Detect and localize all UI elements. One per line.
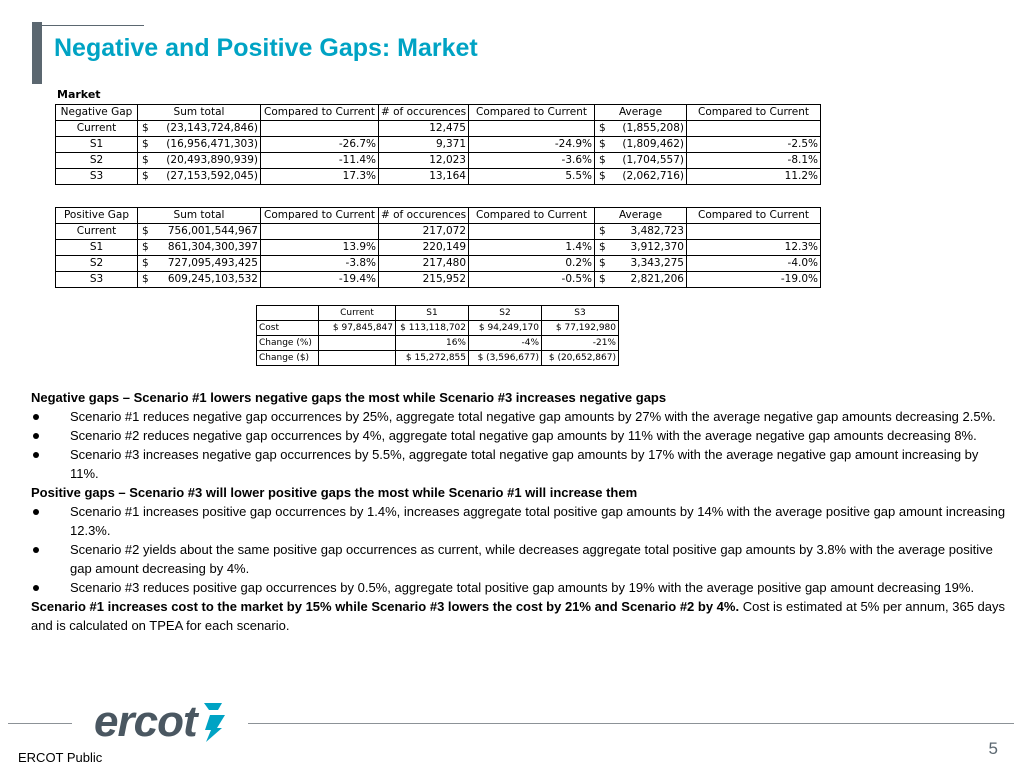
sum-total-value: 609,245,103,532	[167, 273, 258, 285]
currency-symbol: $	[599, 154, 606, 166]
bullet-item	[31, 407, 1006, 426]
average-cell	[595, 137, 687, 153]
average-cell	[595, 121, 687, 137]
bullet-icon	[33, 414, 39, 420]
currency-symbol: $	[142, 225, 149, 237]
sum-total-value: 727,095,493,425	[167, 257, 258, 269]
positive-table-header-row	[56, 208, 821, 224]
cost-cell	[319, 336, 396, 351]
sum-total-value: (20,493,890,939)	[166, 154, 258, 166]
row-label: S3	[56, 169, 138, 185]
cost-table-body	[257, 321, 619, 366]
occurrences-compared-cell: 1.4%	[469, 240, 595, 256]
occurrences-compared-cell	[469, 224, 595, 240]
bullet-item	[31, 578, 1006, 597]
average-cell	[595, 169, 687, 185]
occurrences-compared-cell	[469, 121, 595, 137]
table-row	[56, 153, 821, 169]
cost-cell	[319, 351, 396, 366]
bullet-item	[31, 445, 1006, 483]
column-header: Negative Gap	[56, 105, 138, 121]
table-row	[56, 256, 821, 272]
logo-text: ercot	[94, 697, 197, 746]
cost-summary-bold: Scenario #1 increases cost to the market by 15% while Scenario #3 lowers the cost by 21% and Scenario #2 by 4%.	[31, 599, 740, 614]
cost-cell: 16%	[396, 336, 469, 351]
currency-symbol: $	[142, 257, 149, 269]
bullet-text: Scenario #1 reduces negative gap occurrences by 25%, aggregate total negative gap amounts by 27% with the average negative gap amounts decreasing 2.5%.	[70, 409, 996, 424]
currency-symbol: $	[142, 138, 149, 150]
column-header: Sum total	[138, 105, 261, 121]
occurrences-cell: 215,952	[379, 272, 469, 288]
average-cell	[595, 153, 687, 169]
column-header: Compared to Current	[469, 208, 595, 224]
currency-symbol: $	[599, 273, 606, 285]
cost-summary	[31, 597, 1006, 635]
bullet-text: Scenario #3 reduces positive gap occurrences by 0.5%, aggregate total positive gap amounts by 19% with the average positive gap amount decreasing 19%.	[70, 580, 975, 595]
average-cell	[595, 256, 687, 272]
row-label: Change ($)	[257, 351, 319, 366]
sum-total-value: (27,153,592,045)	[166, 170, 258, 182]
sum-total-cell	[138, 137, 261, 153]
column-header: Compared to Current	[261, 208, 379, 224]
column-header: # of occurences	[379, 208, 469, 224]
average-value: (2,062,716)	[622, 170, 684, 182]
footer-divider-left	[8, 723, 72, 724]
table-row	[56, 137, 821, 153]
sum-compared-cell: -26.7%	[261, 137, 379, 153]
sum-total-cell	[138, 169, 261, 185]
positive-gaps-heading: Positive gaps – Scenario #3 will lower positive gaps the most while Scenario #1 will increase them	[31, 485, 638, 500]
occurrences-cell: 13,164	[379, 169, 469, 185]
sum-total-value: 861,304,300,397	[167, 241, 258, 253]
row-label: S2	[56, 153, 138, 169]
currency-symbol: $	[599, 170, 606, 182]
cost-summary-rest: Cost is estimated at 5% per annum, 365 days and is calculated on TPEA for each scenario.	[31, 599, 1006, 633]
negative-gaps-bullets	[31, 407, 1006, 483]
footer-divider-right	[248, 723, 1014, 724]
average-cell	[595, 240, 687, 256]
occurrences-compared-cell: 0.2%	[469, 256, 595, 272]
bullet-icon	[33, 547, 39, 553]
table-row	[56, 224, 821, 240]
column-header: Compared to Current	[687, 105, 821, 121]
sum-compared-cell: -19.4%	[261, 272, 379, 288]
sum-compared-cell	[261, 121, 379, 137]
row-label: Change (%)	[257, 336, 319, 351]
bullet-item	[31, 540, 1006, 578]
bullet-item	[31, 426, 1006, 445]
section-label: Market	[57, 88, 101, 101]
occurrences-compared-cell: -3.6%	[469, 153, 595, 169]
table-row	[257, 336, 619, 351]
sum-total-value: (23,143,724,846)	[166, 122, 258, 134]
average-value: (1,809,462)	[622, 138, 684, 150]
currency-symbol: $	[599, 241, 606, 253]
average-compared-cell: 11.2%	[687, 169, 821, 185]
column-header: Compared to Current	[469, 105, 595, 121]
negative-gap-table	[55, 104, 821, 185]
average-value: (1,855,208)	[622, 122, 684, 134]
sum-total-cell	[138, 153, 261, 169]
table-row	[56, 121, 821, 137]
negative-table-header-row	[56, 105, 821, 121]
column-header: Average	[595, 208, 687, 224]
average-compared-cell: -19.0%	[687, 272, 821, 288]
summary-text	[31, 388, 1006, 635]
cost-table-header-row	[257, 306, 619, 321]
currency-symbol: $	[142, 122, 149, 134]
lightning-bolt-icon	[198, 701, 228, 743]
row-label: S1	[56, 240, 138, 256]
sum-total-value: (16,956,471,303)	[166, 138, 258, 150]
column-header: Compared to Current	[687, 208, 821, 224]
currency-symbol: $	[599, 122, 606, 134]
table-row	[56, 240, 821, 256]
sum-total-cell	[138, 240, 261, 256]
classification-label: ERCOT Public	[18, 750, 103, 765]
sum-total-value: 756,001,544,967	[167, 225, 258, 237]
occurrences-compared-cell: 5.5%	[469, 169, 595, 185]
column-header: Average	[595, 105, 687, 121]
cost-cell: $ 94,249,170	[469, 321, 542, 336]
column-header: # of occurences	[379, 105, 469, 121]
cost-cell: -4%	[469, 336, 542, 351]
cost-cell: $ 97,845,847	[319, 321, 396, 336]
positive-gap-table	[55, 207, 821, 288]
average-value: 2,821,206	[630, 273, 684, 285]
sum-total-cell	[138, 121, 261, 137]
occurrences-cell: 9,371	[379, 137, 469, 153]
currency-symbol: $	[599, 257, 606, 269]
sum-total-cell	[138, 256, 261, 272]
average-compared-cell: -2.5%	[687, 137, 821, 153]
ercot-logo	[94, 697, 197, 747]
row-label: S2	[56, 256, 138, 272]
column-header: S1	[396, 306, 469, 321]
occurrences-cell: 12,475	[379, 121, 469, 137]
bullet-text: Scenario #3 increases negative gap occurrences by 5.5%, aggregate total negative gap amounts by 17% with the average negative gap amount increasing by 11%.	[70, 447, 979, 481]
bullet-text: Scenario #2 reduces negative gap occurrences by 4%, aggregate total negative gap amounts by 11% with the average negative gap amounts decreasing 8%.	[70, 428, 977, 443]
sum-compared-cell: 17.3%	[261, 169, 379, 185]
currency-symbol: $	[599, 138, 606, 150]
column-header: S3	[542, 306, 619, 321]
average-cell	[595, 224, 687, 240]
average-compared-cell: -8.1%	[687, 153, 821, 169]
cost-cell: $ (3,596,677)	[469, 351, 542, 366]
cost-cell: $ 77,192,980	[542, 321, 619, 336]
sum-total-cell	[138, 224, 261, 240]
negative-table-body	[56, 121, 821, 185]
bullet-text: Scenario #1 increases positive gap occurrences by 1.4%, increases aggregate total positive gap amounts by 14% with the average positive gap amount increasing 12.3%.	[70, 504, 1006, 538]
currency-symbol: $	[142, 241, 149, 253]
average-value: 3,482,723	[630, 225, 684, 237]
occurrences-cell: 12,023	[379, 153, 469, 169]
column-header: Sum total	[138, 208, 261, 224]
row-label: S3	[56, 272, 138, 288]
cost-cell: $ 113,118,702	[396, 321, 469, 336]
cost-cell: $ 15,272,855	[396, 351, 469, 366]
average-compared-cell: 12.3%	[687, 240, 821, 256]
currency-symbol: $	[142, 273, 149, 285]
title-accent-line	[32, 25, 144, 26]
row-label: S1	[56, 137, 138, 153]
currency-symbol: $	[142, 154, 149, 166]
cost-table	[256, 305, 619, 366]
bullet-icon	[33, 509, 39, 515]
negative-gaps-heading: Negative gaps – Scenario #1 lowers negative gaps the most while Scenario #3 increases negative gaps	[31, 390, 667, 405]
row-label: Current	[56, 224, 138, 240]
positive-gaps-bullets	[31, 502, 1006, 597]
positive-table-body	[56, 224, 821, 288]
average-cell	[595, 272, 687, 288]
title-accent-bar	[32, 22, 42, 84]
currency-symbol: $	[142, 170, 149, 182]
cost-cell: $ (20,652,867)	[542, 351, 619, 366]
row-label: Current	[56, 121, 138, 137]
occurrences-compared-cell: -0.5%	[469, 272, 595, 288]
bullet-text: Scenario #2 yields about the same positive gap occurrences as current, while decreases aggregate total positive gap amounts by 3.8% with the average positive gap amount decreasing by 4%.	[70, 542, 993, 576]
bullet-item	[31, 502, 1006, 540]
column-header: S2	[469, 306, 542, 321]
bullet-icon	[33, 433, 39, 439]
table-row	[257, 321, 619, 336]
column-header: Current	[319, 306, 396, 321]
average-value: 3,912,370	[630, 241, 684, 253]
table-row	[56, 272, 821, 288]
column-header: Compared to Current	[261, 105, 379, 121]
occurrences-cell: 220,149	[379, 240, 469, 256]
occurrences-compared-cell: -24.9%	[469, 137, 595, 153]
average-value: (1,704,557)	[622, 154, 684, 166]
sum-compared-cell	[261, 224, 379, 240]
average-compared-cell	[687, 224, 821, 240]
bullet-icon	[33, 452, 39, 458]
page-title: Negative and Positive Gaps: Market	[54, 34, 478, 62]
average-compared-cell: -4.0%	[687, 256, 821, 272]
sum-compared-cell: -11.4%	[261, 153, 379, 169]
currency-symbol: $	[599, 225, 606, 237]
sum-compared-cell: 13.9%	[261, 240, 379, 256]
row-label: Cost	[257, 321, 319, 336]
occurrences-cell: 217,072	[379, 224, 469, 240]
bullet-icon	[33, 585, 39, 591]
average-value: 3,343,275	[630, 257, 684, 269]
sum-compared-cell: -3.8%	[261, 256, 379, 272]
sum-total-cell	[138, 272, 261, 288]
average-compared-cell	[687, 121, 821, 137]
table-row	[56, 169, 821, 185]
column-header	[257, 306, 319, 321]
table-row	[257, 351, 619, 366]
page-number: 5	[988, 739, 998, 758]
occurrences-cell: 217,480	[379, 256, 469, 272]
cost-cell: -21%	[542, 336, 619, 351]
column-header: Positive Gap	[56, 208, 138, 224]
